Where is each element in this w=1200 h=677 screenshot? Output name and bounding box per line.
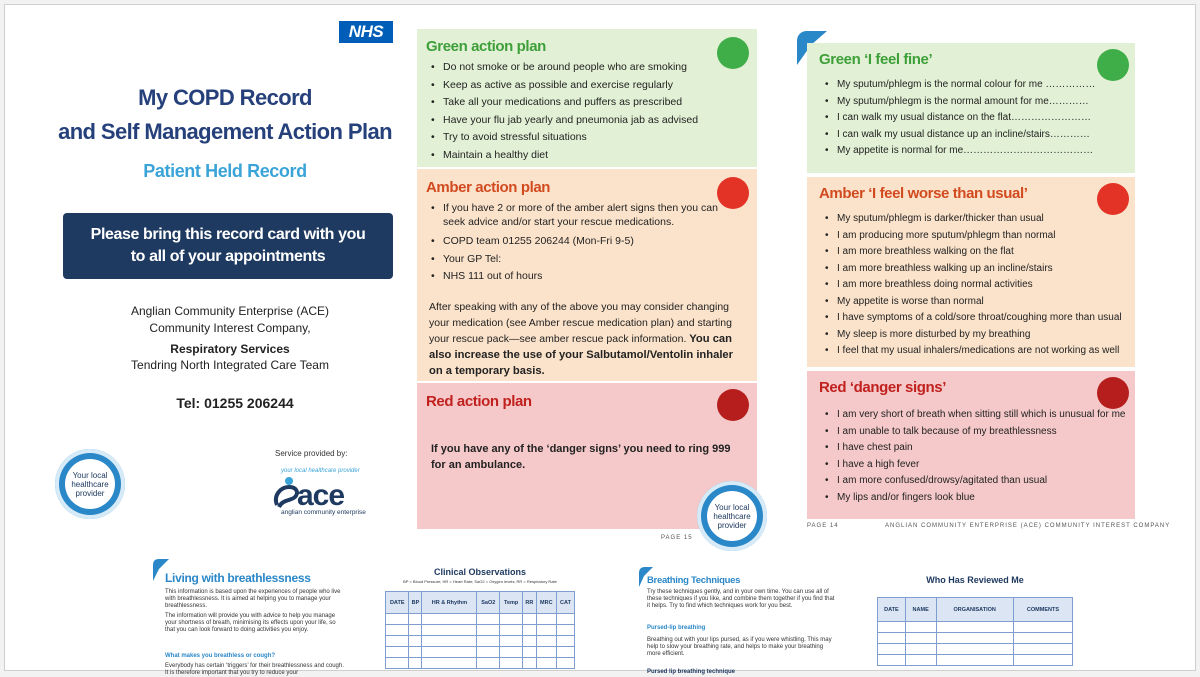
- org-line4: Tendring North Integrated Care Team: [131, 358, 329, 372]
- amber-plan-list: [429, 199, 719, 286]
- list-item: • Try to avoid stressful situations: [429, 129, 729, 147]
- column-header: CAT: [557, 592, 575, 614]
- amber-advice-bold: You can also increase the use of your Salbutamol/Ventolin inhaler on a temporary basis.: [429, 333, 734, 377]
- cover-title-line2: and Self Management Action Plan: [58, 119, 392, 144]
- document-sheet: [4, 4, 1196, 676]
- green-feel-list: [823, 77, 1123, 160]
- list-item: • Take all your medications and puffers as prescribed: [429, 94, 729, 112]
- list-item: • My appetite is worse than normal: [823, 294, 1133, 311]
- breathlessness-subhead: What makes you breathless or cough?: [165, 653, 276, 659]
- amber-feel-title: Amber ‘I feel worse than usual’: [819, 185, 1028, 202]
- breathing-techniques-title: Breathing Techniques: [647, 575, 741, 586]
- observations-legend: BP = Blood Pressure; HR = Heart Rate; SaO2 = Oxygen levels; RR = Respiratory Rate: [403, 579, 557, 584]
- clinical-observations-title: Clinical Observations: [433, 567, 527, 577]
- appointment-banner: [63, 213, 393, 279]
- cover-tel: Tel: 01255 206244: [176, 395, 294, 411]
- amber-advice-normal: After speaking with any of the above you may consider changing your medication (see Amber rescue medication plan) and starting your rescue pack—see amber rescue pack information.: [429, 301, 732, 345]
- table-row: [878, 633, 1073, 644]
- list-item: • I am producing more sputum/phlegm than normal: [823, 228, 1133, 245]
- column-header: HR & Rhythm: [422, 592, 477, 614]
- list-item: • Maintain a healthy diet: [429, 147, 729, 165]
- amber-feel-list: [823, 211, 1133, 360]
- list-item: • I have symptoms of a cold/sore throat/coughing more than usual: [823, 310, 1133, 327]
- list-item: • My sputum/phlegm is the normal colour for me ……………: [823, 77, 1123, 94]
- column-header: DATE: [386, 592, 409, 614]
- list-item: • My lips and/or fingers look blue: [823, 490, 1133, 507]
- reviewed-title: Who Has Reviewed Me: [926, 575, 1024, 585]
- list-item: • I am very short of breath when sitting still which is unusual for me: [823, 407, 1133, 424]
- red-signs-list: [823, 407, 1133, 506]
- cover-subtitle: Patient Held Record: [143, 161, 307, 181]
- list-item: • I am more breathless doing normal activities: [823, 277, 1133, 294]
- service-provided-label: Service provided by:: [275, 449, 348, 458]
- badge-text: Your local healthcare provider: [65, 459, 115, 509]
- table-row: [386, 658, 575, 669]
- amber-dot-icon: [717, 177, 749, 209]
- table-row: [386, 636, 575, 647]
- page-number-14: PAGE 14: [807, 523, 839, 529]
- breathlessness-title: Living with breathlessness: [165, 571, 311, 585]
- green-feel-panel: [807, 43, 1135, 173]
- list-item: • I am more breathless walking on the flat: [823, 244, 1133, 261]
- ace-tagline: your local healthcare provider: [281, 468, 360, 474]
- red-dot-icon: [1097, 377, 1129, 409]
- reviewed-table: [877, 597, 1073, 666]
- list-item: • COPD team 01255 206244 (Mon-Fri 9-5): [429, 233, 719, 251]
- amber-feel-panel: [807, 177, 1135, 367]
- list-item: • I feel that my usual inhalers/medications are not working as well: [823, 343, 1133, 360]
- green-plan-title: Green action plan: [426, 38, 546, 55]
- column-header: RR: [523, 592, 536, 614]
- list-item: • My appetite is normal for me…………………………………: [823, 143, 1123, 160]
- list-item: • I am more confused/drowsy/agitated than usual: [823, 473, 1133, 490]
- breathlessness-p1: This information is based upon the experiences of people who live with breathlessness. It is aimed at helping you to manage your breathlessness.: [165, 589, 341, 609]
- red-signs-panel: [807, 371, 1135, 519]
- list-item: • I can walk my usual distance up an incline/stairs…………: [823, 127, 1123, 144]
- list-item: • If you have 2 or more of the amber alert signs then you can seek advice and/or start your rescue medications.: [429, 201, 719, 229]
- table-row: [386, 625, 575, 636]
- green-feel-title: Green ‘I feel fine’: [819, 51, 933, 68]
- list-item: • Have your flu jab yearly and pneumonia jab as advised: [429, 112, 729, 130]
- amber-plan-title: Amber action plan: [426, 179, 551, 196]
- banner-line2: to all of your appointments: [130, 248, 326, 265]
- pursed-lip-subhead: Pursed-lip breathing: [647, 625, 706, 631]
- ace-logo-word: ace: [297, 479, 345, 512]
- page-number-15: PAGE 15: [661, 535, 693, 541]
- table-row: [386, 614, 575, 625]
- nhs-logo: NHS: [339, 21, 393, 43]
- column-header: MRC: [536, 592, 556, 614]
- amber-advice-paragraph: [429, 299, 749, 379]
- column-header: COMMENTS: [1013, 598, 1072, 622]
- red-signs-title: Red ‘danger signs’: [819, 379, 946, 396]
- page-footer: ANGLIAN COMMUNITY ENTERPRISE (ACE) COMMUNITY INTEREST COMPANY: [885, 523, 1171, 529]
- badge-text: Your local healthcare provider: [707, 491, 757, 541]
- list-item: • Do not smoke or be around people who are smoking: [429, 59, 729, 77]
- red-dot-icon: [717, 389, 749, 421]
- amber-action-panel: [417, 169, 757, 381]
- green-plan-list: [429, 59, 729, 164]
- cover-title-line1: My COPD Record: [138, 85, 312, 110]
- banner-line1: Please bring this record card with you: [90, 226, 366, 243]
- breathing-p1: Try these techniques gently, and in your own time. You can use all of these techniques if you like, and combine them together if you find that it helps. Try to find which techniques work for you best.: [647, 589, 835, 609]
- table-row: [878, 622, 1073, 633]
- column-header: DATE: [878, 598, 906, 622]
- breathlessness-p2: The information will provide you with advice to help you manage your shortness of breath, minimising its effects upon your life, so that you can look forward to doing activities you enjoy.: [165, 613, 336, 633]
- column-header: BP: [409, 592, 422, 614]
- list-item: • My sputum/phlegm is the normal amount for me…………: [823, 94, 1123, 111]
- list-item: • I have a high fever: [823, 457, 1133, 474]
- green-action-panel: [417, 29, 757, 167]
- org-line1: Anglian Community Enterprise (ACE): [130, 304, 330, 318]
- healthcare-badge-icon: [697, 481, 767, 551]
- red-plan-text: If you have any of the ‘danger signs’ you need to ring 999 for an ambulance.: [431, 443, 731, 471]
- list-item: • NHS 111 out of hours: [429, 268, 719, 286]
- column-header: ORGANISATION: [936, 598, 1013, 622]
- breathing-p2: Breathing out with your lips pursed, as if you were whistling. This may help to slow your breathing rate, and helps to make your breathing more efficient.: [647, 637, 832, 657]
- column-header: Temp: [500, 592, 523, 614]
- list-item: • My sleep is more disturbed by my breathing: [823, 327, 1133, 344]
- list-item: • I am more breathless walking up an incline/stairs: [823, 261, 1133, 278]
- ace-full-name: anglian community enterprise: [281, 509, 366, 516]
- list-item: • I have chest pain: [823, 440, 1133, 457]
- column-header: SaO2: [477, 592, 500, 614]
- list-item: • I can walk my usual distance on the flat……………………: [823, 110, 1123, 127]
- table-row: [878, 655, 1073, 666]
- org-line3: Respiratory Services: [170, 342, 290, 356]
- pursed-lip-technique-subhead: Pursed lip breathing technique: [647, 669, 736, 675]
- table-row: [878, 644, 1073, 655]
- column-header: NAME: [905, 598, 936, 622]
- table-header-row: [878, 598, 1073, 622]
- list-item: • I am unable to talk because of my breathlessness: [823, 424, 1133, 441]
- clinical-observations-table: [385, 591, 575, 669]
- org-line2: Community Interest Company,: [149, 321, 311, 335]
- red-plan-title: Red action plan: [426, 393, 532, 410]
- table-header-row: [386, 592, 575, 614]
- breathlessness-p3: Everybody has certain ‘triggers’ for their breathlessness and cough. It is therefore important that you try to reduce your: [165, 663, 344, 676]
- list-item: • Your GP Tel:: [429, 251, 719, 269]
- list-item: • My sputum/phlegm is darker/thicker than usual: [823, 211, 1133, 228]
- list-item: • Keep as active as possible and exercise regularly: [429, 77, 729, 95]
- healthcare-badge-icon: [55, 449, 125, 519]
- table-row: [386, 647, 575, 658]
